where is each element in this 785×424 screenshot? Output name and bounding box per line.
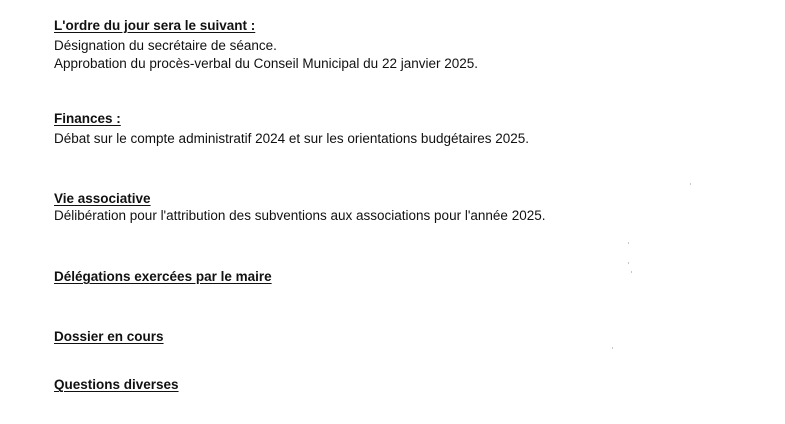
scan-speck: [628, 242, 629, 244]
delegations-heading: Délégations exercées par le maire: [54, 269, 272, 284]
finances-text: Débat sur le compte administratif 2024 et sur les orientations budgétaires 2025.: [54, 131, 530, 146]
scan-speck: [690, 183, 691, 185]
dossier-heading: Dossier en cours: [54, 329, 164, 344]
vie-associative-text: Délibération pour l'attribution des subventions aux associations pour l'année 2025.: [54, 208, 546, 223]
scan-speck: [612, 347, 613, 349]
finances-heading: Finances :: [54, 111, 121, 126]
scan-speck: [631, 271, 632, 273]
questions-heading: Questions diverses: [54, 377, 179, 392]
agenda-item-secretary: Désignation du secrétaire de séance.: [54, 38, 277, 53]
vie-associative-heading: Vie associative: [54, 191, 151, 206]
agenda-heading: L'ordre du jour sera le suivant :: [54, 18, 256, 33]
agenda-item-minutes-approval: Approbation du procès-verbal du Conseil Municipal du 22 janvier 2025.: [54, 56, 479, 71]
scan-speck: [628, 262, 629, 264]
